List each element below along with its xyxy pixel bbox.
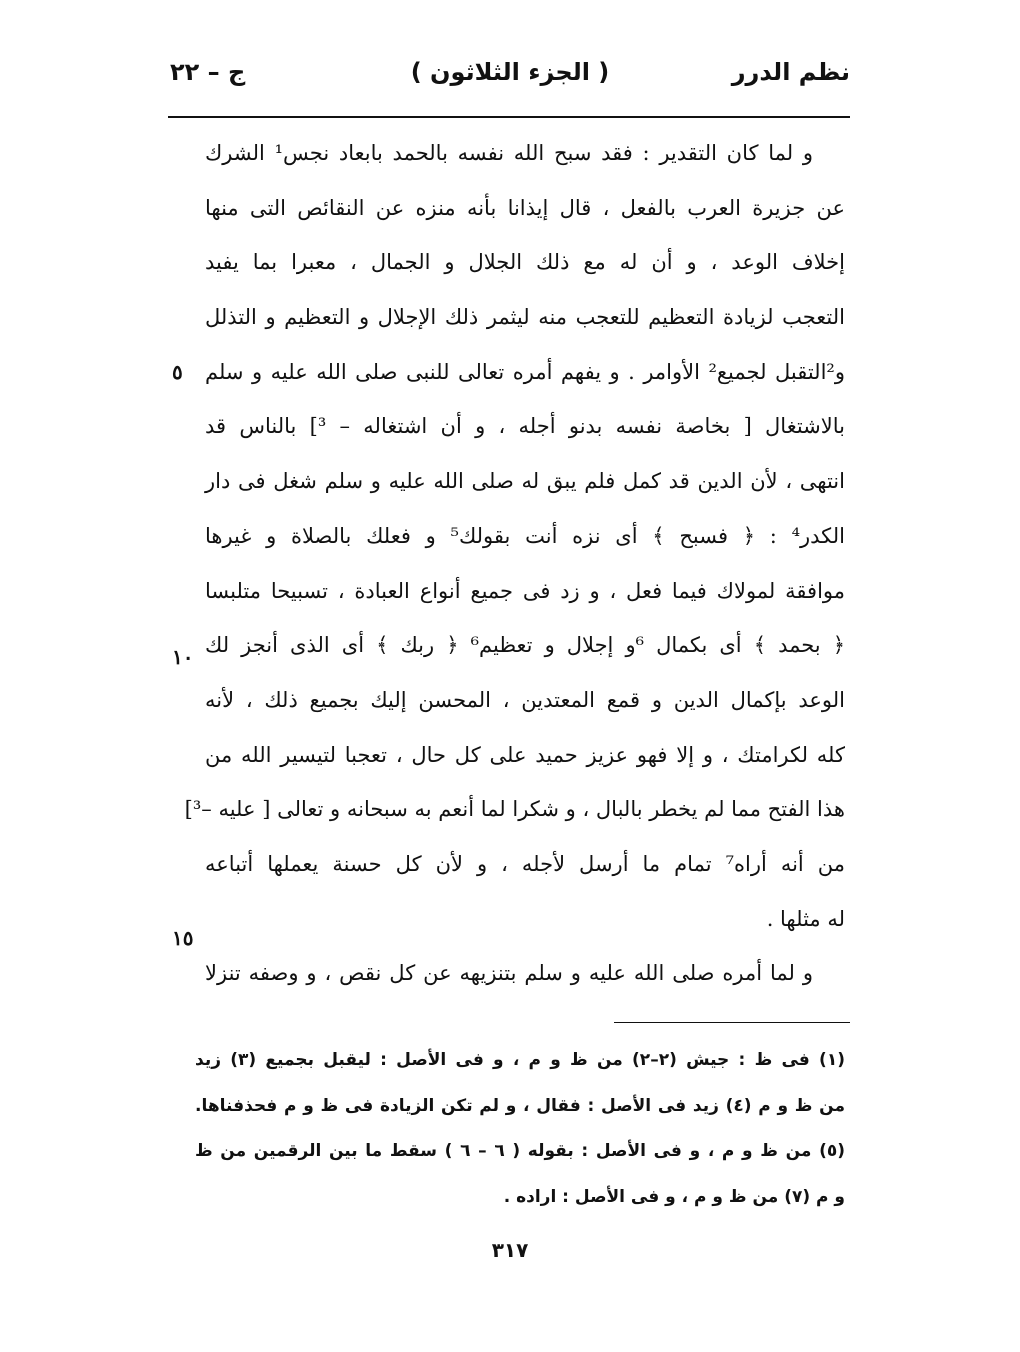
running-header [170, 58, 850, 102]
part-name: ( الجزء الثلاثون ) [410, 58, 610, 86]
book-title: نظم الدرر [731, 58, 850, 86]
text-line: عن جزيرة العرب بالفعل ، قال إيذانا بأنه منزه عن النقائص التى منها [205, 195, 845, 220]
text-line: من أنه أراه⁷ تمام ما أرسل لأجله ، و لأن كل حسنة يعملها أتباعه [205, 851, 845, 876]
page-number: ٣١٧ [491, 1238, 529, 1262]
text-line: انتهى ، لأن الدين قد كمل فلم يبق له صلى الله عليه و سلم شغل فى دار [205, 469, 845, 494]
text-line: موافقة لمولاك فيما فعل ، و زد فى جميع أنواع العبادة ، تسبيحا متلبسا [205, 578, 845, 603]
footnote-line: من ظ و م (٤) زيد فى الأصل : فقال ، و لم تكن الزيادة فى ظ و م فحذفناها. [195, 1095, 846, 1116]
text-line: الوعد بإكمال الدين و قمع المعتدين ، المحسن إليك بجميع ذلك ، لأنه [205, 687, 845, 712]
header-rule [168, 116, 850, 118]
footnotes [195, 1038, 845, 1220]
text-line: الكدر⁴ : ﴿ فسبح ﴾ أى نزه أنت بقولك⁵ و فعلك بالصلاة و غيرها [205, 523, 845, 548]
text-line: هذا الفتح مما لم يخطر بالبال ، و شكرا لما أنعم به سبحانه و تعالى [ عليه –³] [184, 797, 845, 822]
line-number-10: ١٠ [172, 645, 194, 669]
line-number-5: ٥ [172, 360, 183, 384]
text-line: و²التقبل لجميع² الأوامر . و يفهم أمره تعالى للنبى صلى الله عليه و سلم [205, 359, 845, 384]
main-text [184, 126, 845, 1001]
text-line: و لما كان التقدير : فقد سبح الله نفسه بالحمد بابعاد نجس¹ الشرك [205, 141, 813, 165]
volume-label: ج – ٢٢ [170, 58, 246, 86]
footnote-line: (٥) من ظ و م ، و فى الأصل : بقوله ( ٦ – ٦ ) سقط ما بين الرقمين من ظ [195, 1141, 846, 1161]
text-line: إخلاف الوعد ، و أن له مع ذلك الجلال و الجمال ، معبرا بما يفيد [205, 250, 845, 275]
text-line: كله لكرامتك ، و إلا فهو عزيز حميد على كل حال ، تعجبا لتيسير الله من [205, 742, 845, 767]
text-line: بالاشتغال [ بخاصة نفسه بدنو أجله ، و أن اشتغاله – ³] بالناس قد [205, 414, 845, 439]
footnote-rule [614, 1022, 850, 1023]
text-line: ﴿ بحمد ﴾ أى بكمال ⁶و إجلال و تعظيم⁶ ﴿ ربك ﴾ أى الذى أنجز لك [205, 633, 845, 658]
text-line: و لما أمره صلى الله عليه و سلم بتنزيهه عن كل نقص ، و وصفه تنزلا [205, 961, 813, 986]
footnote-line: و م (٧) من ظ و م ، و فى الأصل : اراده . [503, 1186, 845, 1207]
line-number-15: ١٥ [172, 926, 194, 950]
text-line: له مثلها . [766, 906, 845, 931]
text-line: التعجب لزيادة التعظيم للتعجب منه ليثمر ذلك الإجلال و التعظيم و التذلل [205, 305, 845, 330]
footnote-line: (١) فى ظ : جيش (٢–٢) من ظ و م ، و فى الأصل : ليقبل بجميع (٣) زيد [195, 1050, 845, 1070]
